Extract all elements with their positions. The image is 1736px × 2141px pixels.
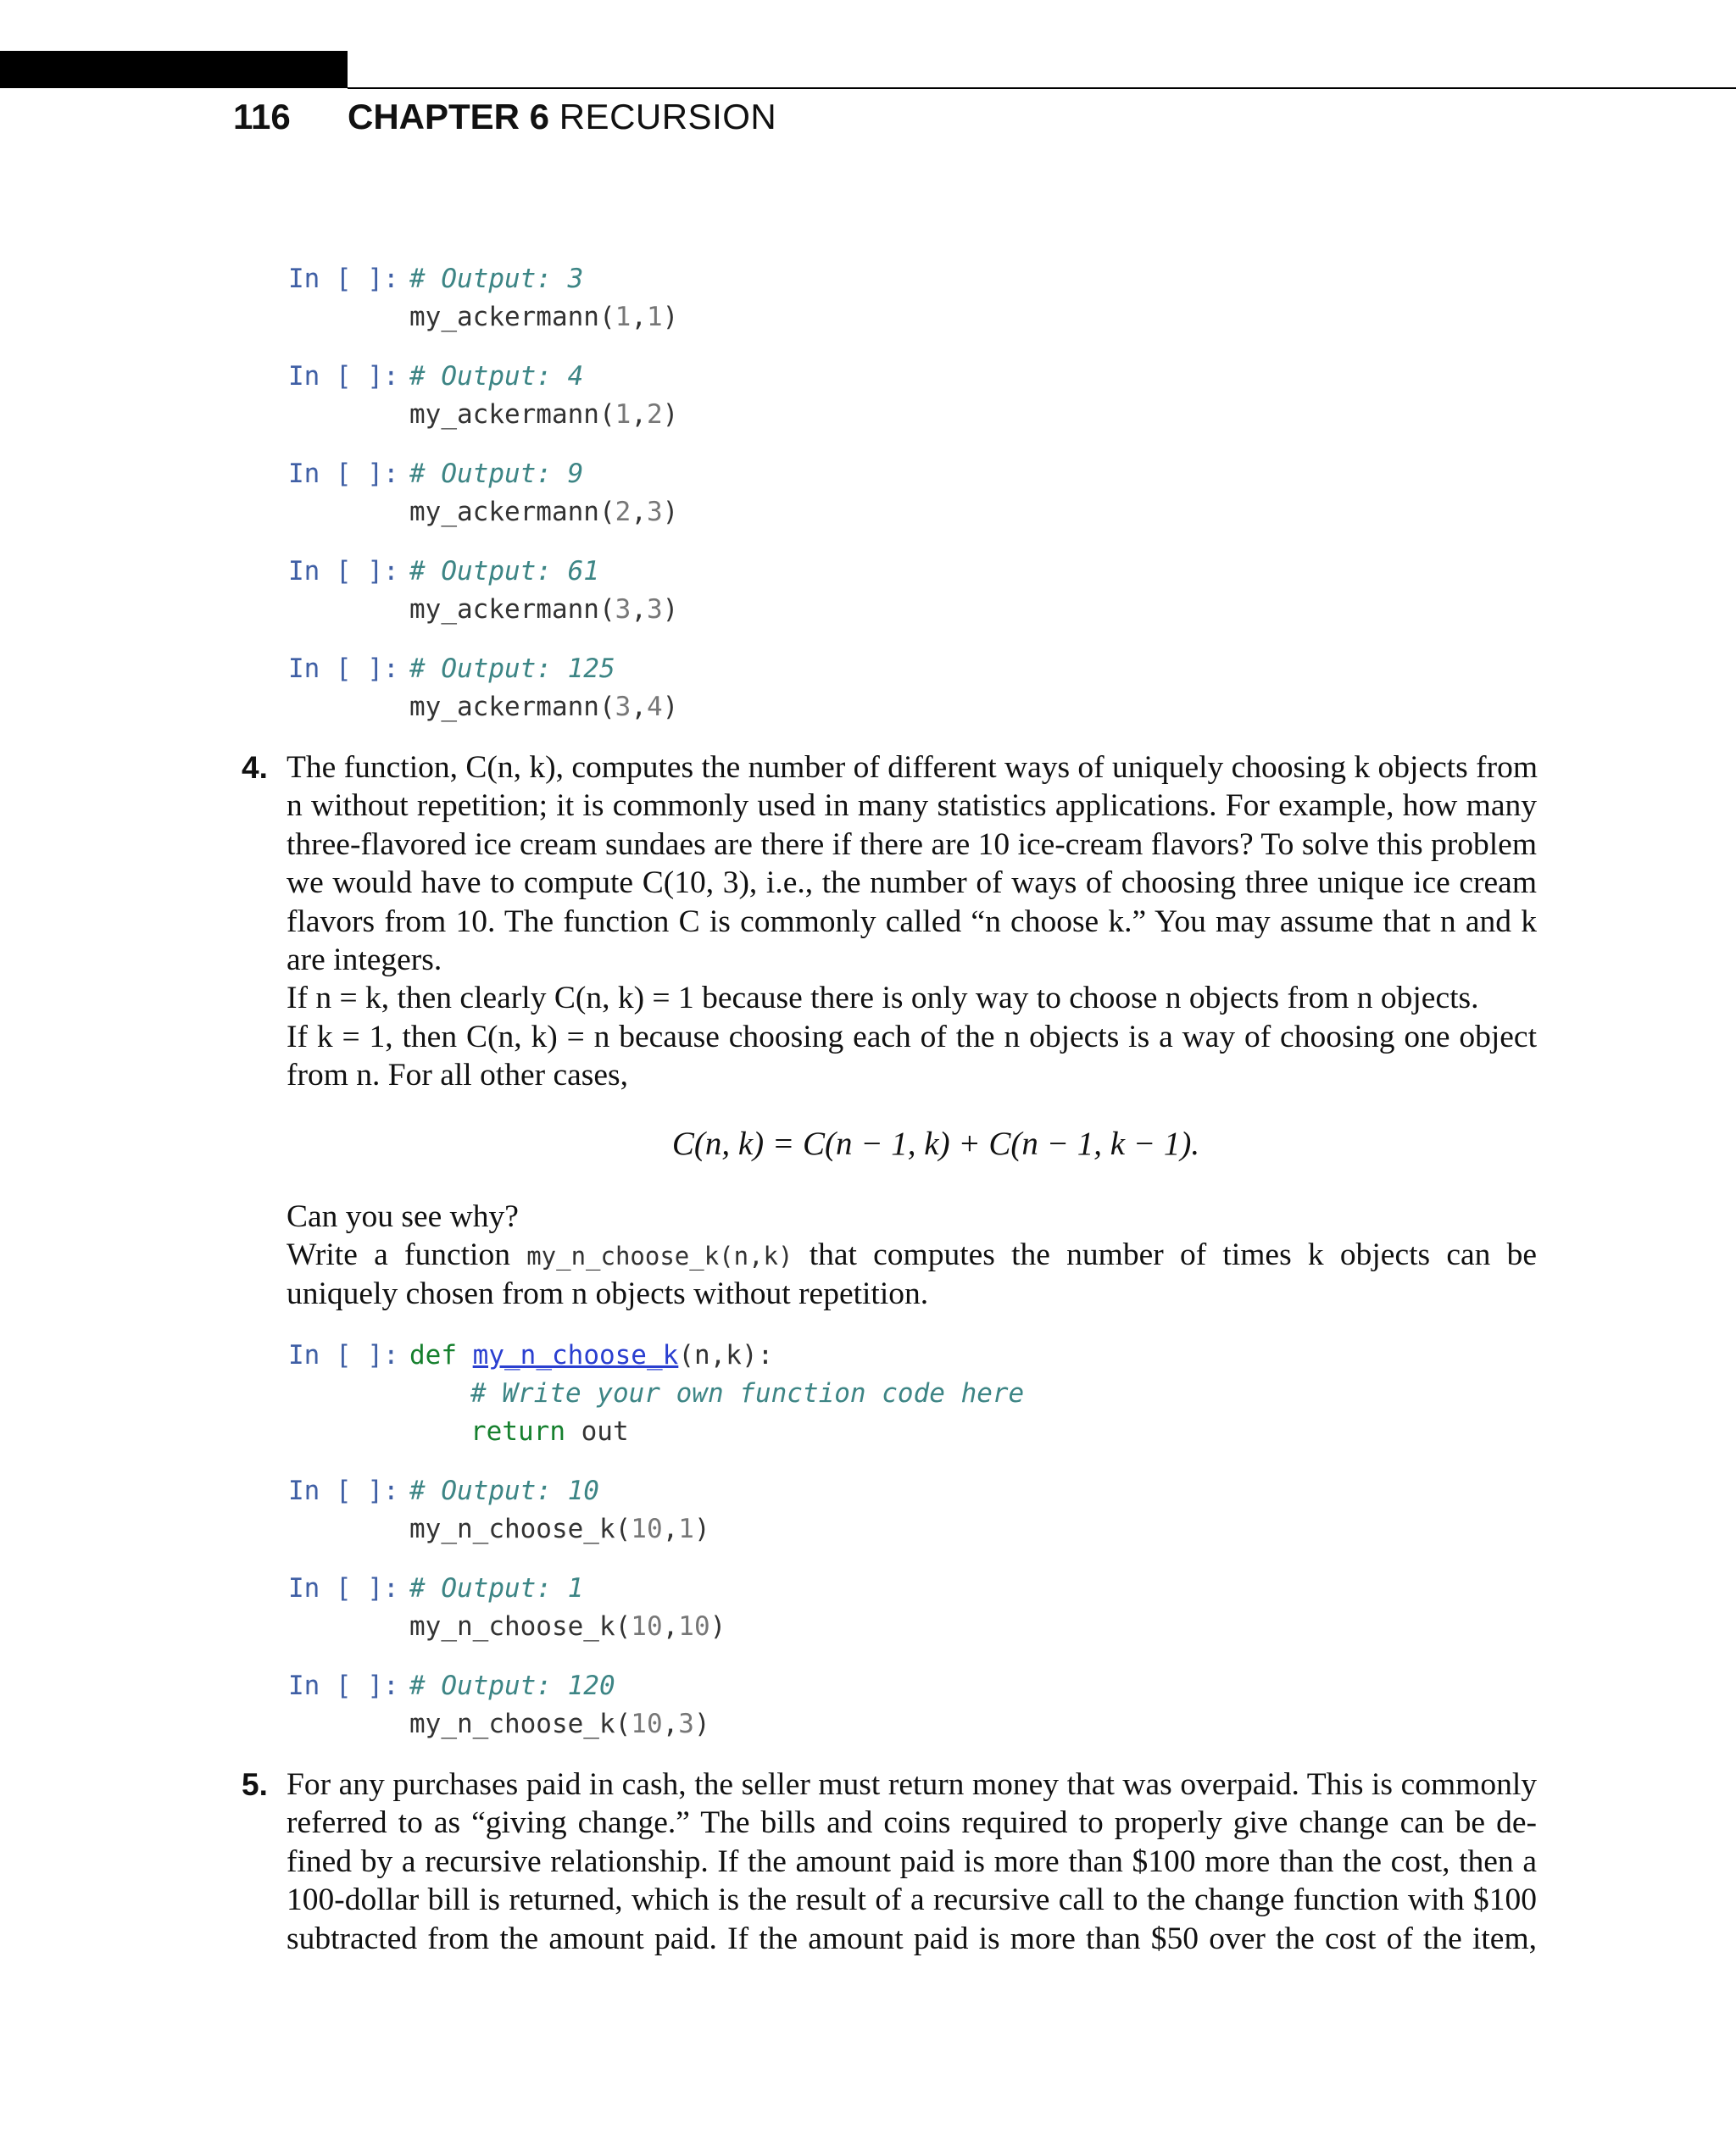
arg: 2: [646, 399, 663, 430]
return-line: [470, 1413, 629, 1451]
cell-prompt: In [ ]:: [288, 1340, 399, 1371]
sep: ,: [631, 692, 647, 722]
text-line: n without repetition; it is commonly used in many statistics applications. For example, how many: [287, 788, 1537, 824]
arg: 1: [615, 302, 632, 332]
close: ): [693, 1514, 710, 1544]
code-call: [409, 1608, 726, 1646]
sep: ,: [631, 399, 647, 430]
arg: 3: [646, 497, 663, 527]
text-line: [287, 1236, 1537, 1274]
sep: ,: [662, 1514, 679, 1544]
close: ): [662, 594, 679, 625]
chapter-title: RECURSION: [559, 97, 777, 136]
return-value: out: [565, 1416, 629, 1447]
text-line: Can you see why?: [287, 1199, 519, 1234]
chapter-label: CHAPTER 6: [348, 97, 550, 136]
code-call: [409, 591, 678, 629]
arg: 4: [646, 692, 663, 722]
fn-call: my_ackermann(: [409, 692, 615, 722]
fn-call: my_ackermann(: [409, 497, 615, 527]
code-comment: # Output: 1: [409, 1573, 584, 1604]
cell-prompt: In [ ]:: [288, 556, 399, 587]
arg: 3: [615, 594, 632, 625]
exercise-number-4: 4.: [242, 750, 268, 785]
text-line: subtracted from the amount paid. If the amount paid is more than $50 over the cost of the item,: [287, 1921, 1537, 1956]
header-black-bar: [0, 51, 348, 88]
code-call: [409, 298, 678, 336]
text-line: fined by a recursive relationship. If the amount paid is more than $100 more than the cost, then a: [287, 1843, 1537, 1879]
close: ): [662, 692, 679, 722]
code-comment: # Output: 61: [409, 556, 599, 587]
arg: 1: [615, 399, 632, 430]
text-line: three-flavored ice cream sundaes are there if there are 10 ice-cream flavors? To solve this problem: [287, 826, 1537, 862]
arg: 1: [646, 302, 663, 332]
text-line: from n. For all other cases,: [287, 1058, 629, 1093]
keyword-def: def: [409, 1340, 457, 1371]
code-comment: # Output: 125: [409, 653, 615, 684]
sep: ,: [631, 302, 647, 332]
exercise-number-5: 5.: [242, 1767, 268, 1802]
code-call: [409, 1705, 710, 1743]
running-header: [233, 93, 776, 141]
code-comment: # Output: 10: [409, 1476, 599, 1506]
inline-code: my_n_choose_k(n,k): [526, 1242, 793, 1271]
exercise-5-text: [287, 1766, 1537, 1958]
text-run: that computes the number of times k objects can be: [793, 1237, 1537, 1273]
header-rule: [348, 87, 1736, 89]
text-line: 100-dollar bill is returned, which is the result of a recursive call to the change function with $100: [287, 1882, 1537, 1918]
text-line: The function, C(n, k), computes the number of different ways of uniquely choosing k objects from: [287, 750, 1538, 785]
arg: 3: [615, 692, 632, 722]
text-line: flavors from 10. The function C is commonly called “n choose k.” You may assume that n and k: [287, 904, 1537, 939]
cell-prompt: In [ ]:: [288, 1476, 399, 1506]
text-line: we would have to compute C(10, 3), i.e., the number of ways of choosing three unique ice cream: [287, 865, 1537, 901]
cell-prompt: In [ ]:: [288, 264, 399, 294]
arg: 10: [678, 1611, 710, 1642]
code-comment: # Output: 4: [409, 361, 584, 392]
arg: 2: [615, 497, 632, 527]
close: ): [662, 497, 679, 527]
text-line: are integers.: [287, 942, 442, 977]
cell-prompt: In [ ]:: [288, 653, 399, 684]
text-line: referred to as “giving change.” The bills and coins required to properly give change can be de-: [287, 1805, 1537, 1841]
arg: 10: [631, 1611, 663, 1642]
arg: 1: [678, 1514, 694, 1544]
sep: ,: [662, 1611, 679, 1642]
fn-call: my_ackermann(: [409, 399, 615, 430]
equation-text: C(n, k) = C(n − 1, k) + C(n − 1, k − 1).: [671, 1126, 1200, 1162]
recurrence-equation: [0, 1123, 1736, 1165]
cell-prompt: In [ ]:: [288, 1573, 399, 1604]
close: ): [662, 302, 679, 332]
arg: 10: [631, 1514, 663, 1544]
code-call: [409, 396, 678, 434]
exercise-4-prompt: [287, 1198, 1537, 1313]
sep: ,: [631, 594, 647, 625]
code-call: [409, 688, 678, 726]
text-line: uniquely chosen from n objects without repetition.: [287, 1276, 929, 1311]
close: ): [693, 1709, 710, 1739]
keyword-return: return: [470, 1416, 565, 1447]
exercise-4-text: [287, 748, 1537, 1095]
fn-call: my_n_choose_k(: [409, 1514, 632, 1544]
code-comment: # Output: 120: [409, 1671, 615, 1701]
code-comment: # Write your own function code here: [470, 1378, 1025, 1409]
def-line: [409, 1337, 773, 1375]
sep: ,: [631, 497, 647, 527]
text-line: For any purchases paid in cash, the seller must return money that was overpaid. This is commonly: [287, 1767, 1537, 1802]
arg: 10: [631, 1709, 663, 1739]
fn-call: my_ackermann(: [409, 302, 615, 332]
code-comment: # Output: 9: [409, 459, 584, 489]
code-call: [409, 493, 678, 531]
function-args: (n,k):: [678, 1340, 774, 1371]
cell-prompt: In [ ]:: [288, 459, 399, 489]
code-comment: # Output: 3: [409, 264, 584, 294]
cell-prompt: In [ ]:: [288, 1671, 399, 1701]
text-line: If n = k, then clearly C(n, k) = 1 because there is only way to choose n objects from n objects.: [287, 981, 1479, 1016]
text-run: Write a function: [287, 1237, 527, 1273]
code-call: [409, 1510, 710, 1549]
cell-prompt: In [ ]:: [288, 361, 399, 392]
fn-call: my_n_choose_k(: [409, 1709, 632, 1739]
fn-call: my_n_choose_k(: [409, 1611, 632, 1642]
arg: 3: [646, 594, 663, 625]
function-name: my_n_choose_k: [472, 1340, 679, 1371]
arg: 3: [678, 1709, 694, 1739]
close: ): [709, 1611, 726, 1642]
fn-call: my_ackermann(: [409, 594, 615, 625]
page-number: 116: [233, 97, 291, 136]
close: ): [662, 399, 679, 430]
sep: ,: [662, 1709, 679, 1739]
text-line: If k = 1, then C(n, k) = n because choosing each of the n objects is a way of choosing one object: [287, 1019, 1537, 1054]
